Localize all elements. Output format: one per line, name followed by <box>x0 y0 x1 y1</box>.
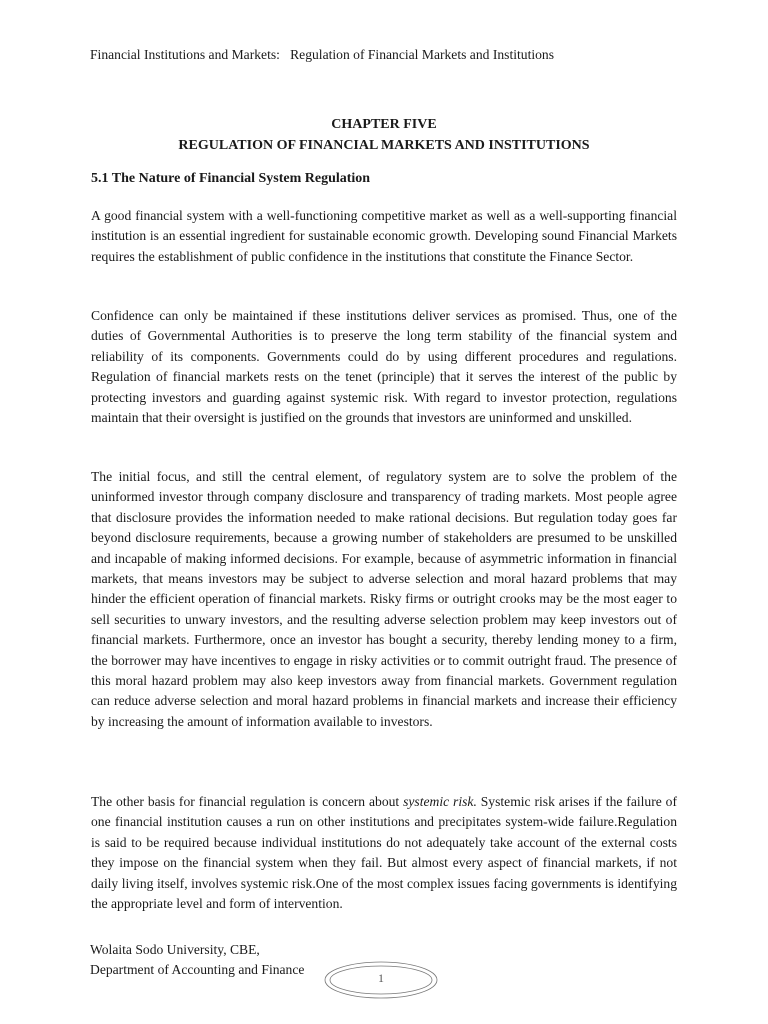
page-number: 1 <box>378 971 384 985</box>
paragraph-4-text-a: The other basis for financial regulation is concern about <box>91 794 404 809</box>
paragraph-2: Confidence can only be maintained if these institutions deliver services as promised. Thus, one of the duties of Governmental Authorities is to preserve the long term stability of the financial system and reliability of its components. Governments could do by using different procedures and regulations. Regulation of financial markets rests on the tenet (principle) that it serves the interest of the public by protecting investors and guarding against systemic risk. With regard to investor protection, regulations maintain that their oversight is justified on the grounds that investors are uninformed and unskilled. <box>91 308 677 426</box>
section-heading: 5.1 The Nature of Financial System Regulation <box>91 171 371 186</box>
running-header: Financial Institutions and Markets: Regulation of Financial Markets and Institutions <box>90 47 555 62</box>
footer-university: Wolaita Sodo University, CBE, <box>90 942 260 957</box>
paragraph-4 <box>91 792 677 914</box>
paragraph-1: A good financial system with a well-functioning competitive market as well as a well-supporting financial institution is an essential ingredient for sustainable economic growth. Developing sound Financial Markets requires the establishment of public confidence in the institutions that constitute the Finance Sector. <box>91 208 677 264</box>
footer <box>90 940 304 980</box>
page-number-badge <box>322 959 440 1001</box>
chapter-title <box>0 114 768 156</box>
paragraph-4-text-b: Systemic risk arises if the failure of one financial institution causes a run on other institutions and precipitates system-wide failure.Regulation is said to be required because individual institutions do not adequately take account of the external costs they impose on the financial system when they fail. But almost every aspect of financial markets, if not daily living itself, involves systemic risk.One of the most complex issues facing governments is identifying the appropriate level and form of intervention. <box>91 794 677 912</box>
paragraph-3: The initial focus, and still the central element, of regulatory system are to solve the problem of the uninformed investor through company disclosure and transparency of trading markets. Most people agree that disclosure provides the information needed to make rational decisions. But regulation today goes far beyond disclosure requirements, because a growing number of stakeholders are presumed to be unskilled and incapable of making informed decisions. For example, because of asymmetric information in financial markets, that means investors may be subject to adverse selection and moral hazard problems that may hinder the efficient operation of financial markets. Risky firms or outright crooks may be the most eager to sell securities to unwary investors, and the resulting adverse selection problem may keep investors out of financial markets. Furthermore, once an investor has bought a security, thereby lending money to a firm, the borrower may have incentives to engage in risky activities or to commit outright fraud. The presence of this moral hazard problem may also keep investors away from financial markets. Government regulation can reduce adverse selection and moral hazard problems in financial markets and increase their efficiency by increasing the amount of information available to investors. <box>91 469 677 729</box>
chapter-title-line: REGULATION OF FINANCIAL MARKETS AND INSTITUTIONS <box>178 138 590 153</box>
chapter-number: CHAPTER FIVE <box>331 117 437 132</box>
footer-department: Department of Accounting and Finance <box>90 962 305 977</box>
systemic-risk-term: systemic risk. <box>403 794 477 809</box>
